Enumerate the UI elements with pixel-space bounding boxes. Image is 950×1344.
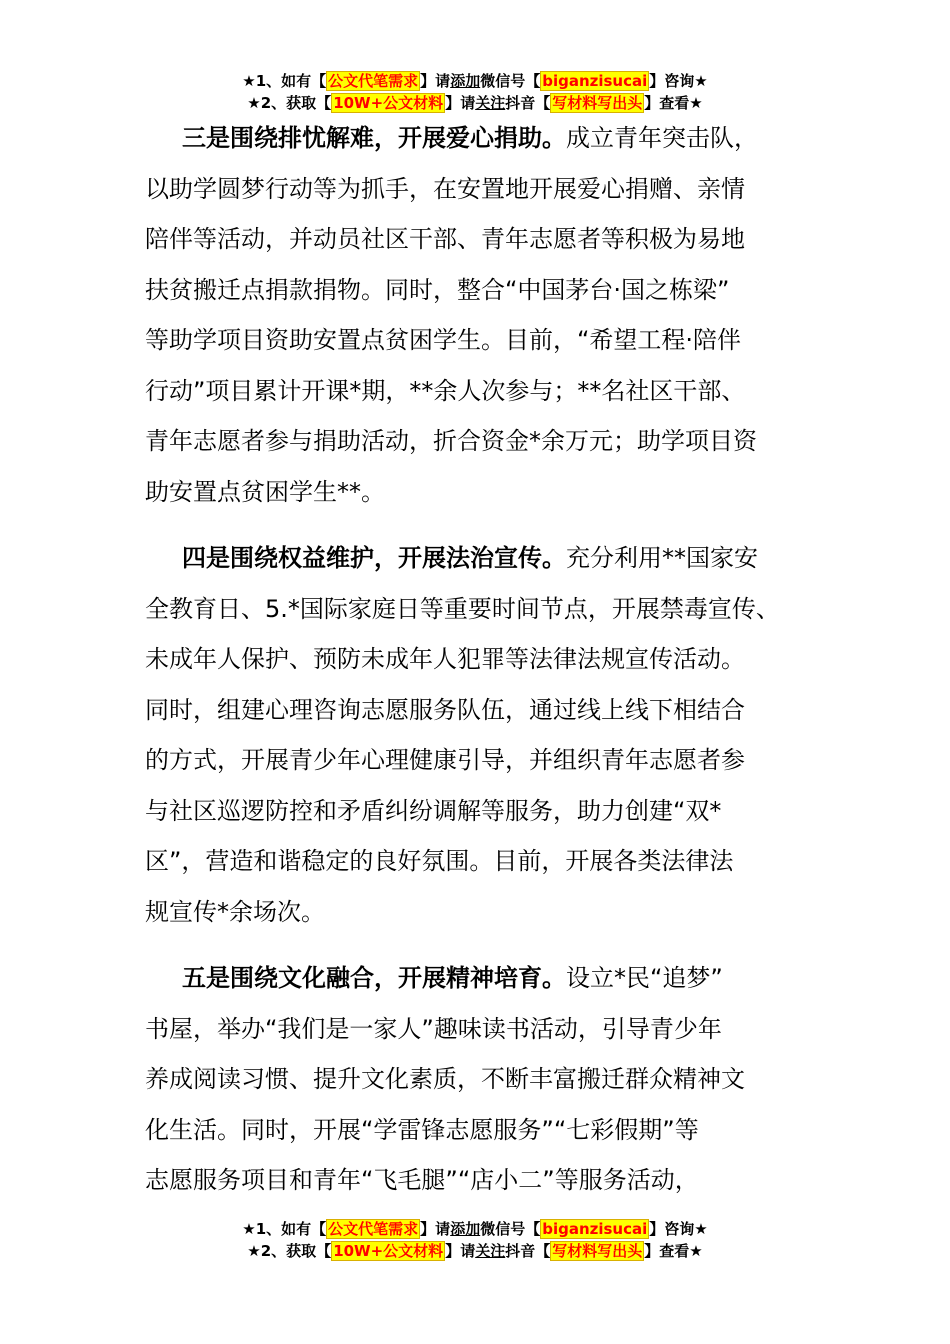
paragraph-text: 设立*民“追梦” [566, 964, 723, 992]
banner-text: ★1、如有【 [242, 1220, 327, 1238]
paragraph-line: 区”，营造和谐稳定的良好氛围。目前，开展各类法律法 [145, 847, 734, 875]
banner-text: 抖音【 [505, 94, 551, 112]
banner-text: 】请 [445, 94, 476, 112]
paragraph-line: 以助学圆梦行动等为抓手，在安置地开展爱心捐赠、亲情 [145, 174, 745, 203]
banner-highlight: biganzisucai [542, 72, 648, 90]
banner-underlined-text: 添加 [450, 72, 481, 90]
paragraph-line [145, 113, 810, 164]
banner-text: 微信号【 [480, 1220, 541, 1238]
banner-underlined-text: 添加 [450, 1220, 481, 1238]
paragraph-spacer [145, 517, 810, 533]
paragraph-line [145, 953, 810, 1004]
paragraph-line: 陪伴等活动，并动员社区干部、青年志愿者等积极为易地 [145, 225, 745, 253]
banner-text: ★2、获取【 [247, 1242, 332, 1260]
paragraph-line: 养成阅读习惯、提升文化素质，不断丰富搬迁群众精神文 [145, 1065, 745, 1093]
paragraph-text: 充分利用**国家安 [566, 544, 758, 572]
paragraph-line [145, 533, 810, 584]
banner-text: 】请 [420, 72, 451, 90]
banner-text: 】查看★ [644, 94, 703, 112]
paragraph-line: 规宣传*余场次。 [145, 897, 325, 926]
paragraph-3 [145, 113, 810, 517]
banner-highlight: 10W+公文材料 [333, 94, 444, 112]
banner-line-1 [0, 1218, 950, 1240]
paragraph-line: 与社区巡逻防控和矛盾纠纷调解等服务，助力创建“双* [145, 796, 722, 825]
paragraph-line: 书屋，举办“我们是一家人”趣味读书活动，引导青少年 [145, 1014, 722, 1043]
document-body [145, 113, 810, 1206]
paragraph-line: 青年志愿者参与捐助活动，折合资金*余万元；助学项目资 [145, 427, 757, 455]
banner-text: 】查看★ [644, 1242, 703, 1260]
paragraph-text: 成立青年突击队， [566, 124, 758, 152]
paragraph-spacer [145, 937, 810, 953]
paragraph-line: 全教育日、5.*国际家庭日等重要时间节点，开展禁毒宣传、 [145, 594, 780, 623]
banner-text: 微信号【 [480, 72, 541, 90]
banner-text: 抖音【 [505, 1242, 551, 1260]
header-banner [0, 70, 950, 114]
banner-highlight: 公文代笔需求 [328, 72, 419, 90]
banner-highlight: biganzisucai [542, 1220, 648, 1238]
banner-line-1 [0, 70, 950, 92]
banner-text: ★1、如有【 [242, 72, 327, 90]
banner-underlined-text: 关注 [475, 94, 506, 112]
banner-text: 】请 [420, 1220, 451, 1238]
paragraph-line: 的方式，开展青少年心理健康引导，并组织青年志愿者参 [145, 746, 745, 774]
paragraph-line: 行动”项目累计开课*期，**余人次参与；**名社区干部、 [145, 376, 746, 405]
paragraph-line: 未成年人保护、预防未成年人犯罪等法律法规宣传活动。 [145, 645, 745, 673]
banner-highlight: 写材料写出头 [552, 94, 643, 112]
paragraph-line: 助安置点贫困学生**。 [145, 477, 385, 506]
banner-text: 】咨询★ [649, 1220, 708, 1238]
paragraph-4 [145, 533, 810, 937]
banner-highlight: 公文代笔需求 [328, 1220, 419, 1238]
paragraph-line: 化生活。同时，开展“学雷锋志愿服务”“七彩假期”等 [145, 1115, 699, 1144]
paragraph-lead: 四是围绕权益维护，开展法治宣传。 [182, 544, 566, 572]
banner-underlined-text: 关注 [475, 1242, 506, 1260]
paragraph-5 [145, 953, 810, 1206]
banner-text: 】请 [445, 1242, 476, 1260]
paragraph-lead: 三是围绕排忧解难，开展爱心捐助。 [182, 124, 566, 152]
paragraph-line: 同时，组建心理咨询志愿服务队伍，通过线上线下相结合 [145, 695, 745, 724]
banner-text: ★2、获取【 [247, 94, 332, 112]
banner-text: 】咨询★ [649, 72, 708, 90]
banner-highlight: 10W+公文材料 [333, 1242, 444, 1260]
paragraph-lead: 五是围绕文化融合，开展精神培育。 [182, 964, 566, 992]
banner-highlight: 写材料写出头 [552, 1242, 643, 1260]
footer-banner [0, 1218, 950, 1262]
paragraph-line: 扶贫搬迁点捐款捐物。同时，整合“中国茅台·国之栋梁” [145, 275, 730, 304]
paragraph-line: 等助学项目资助安置点贫困学生。目前，“希望工程·陪伴 [145, 326, 742, 354]
paragraph-line: 志愿服务项目和青年“飞毛腿”“店小二”等服务活动， [145, 1166, 699, 1194]
banner-line-2 [0, 92, 950, 114]
banner-line-2 [0, 1240, 950, 1262]
